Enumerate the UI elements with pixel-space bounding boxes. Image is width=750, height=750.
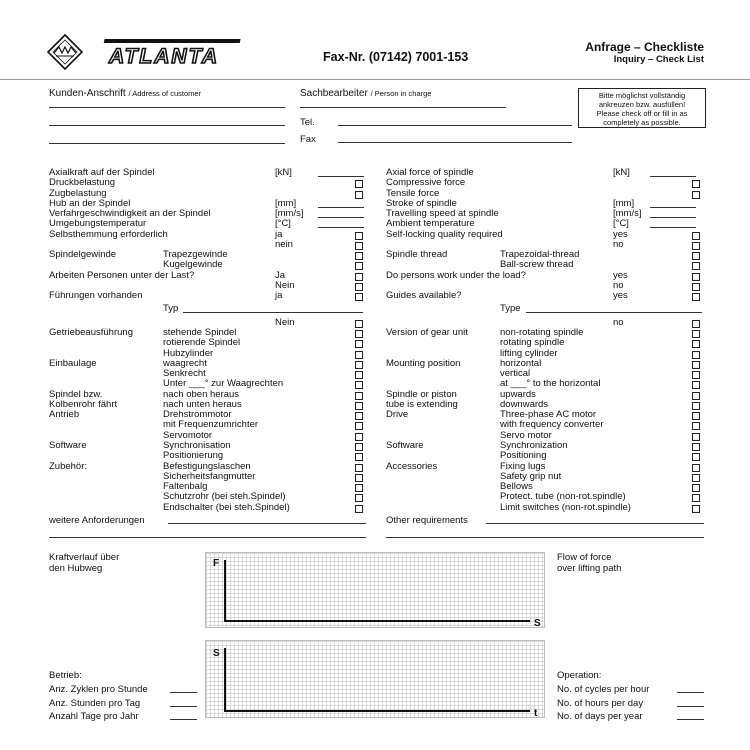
row-21-option-de: nach oben heraus [163,388,240,400]
row-32-checkbox-en[interactable] [692,505,700,513]
row-0-label-en: Axial force of spindle [386,167,474,178]
row-24-checkbox-en[interactable] [692,422,700,430]
row-15-checkbox-en[interactable] [692,330,700,338]
row-6-unit-de: ja [275,228,283,240]
row-28-label-en: Accessories [386,460,438,472]
row-3-input-en[interactable] [650,207,696,208]
row-13-option-de: Typ [163,302,179,314]
row-18-label-de: Einbaulage [49,357,97,369]
row-27-checkbox-en[interactable] [692,453,700,461]
row-30-checkbox-en[interactable] [692,484,700,492]
row-6-checkbox-de[interactable] [355,232,363,240]
address-field-2[interactable] [49,125,285,126]
stroke-y-axis [224,648,226,712]
force-over-stroke-grid[interactable] [205,552,545,628]
fax-field[interactable] [338,142,572,143]
title-english: Inquiry – Check List [613,54,704,65]
tel-label: Tel. [300,117,315,128]
days-per-year-field-en[interactable] [677,719,704,720]
row-4-label-de: Verfahrgeschwindigkeit an der Spindel [49,208,211,220]
row-10-label-en: Do persons work under the load? [386,269,526,281]
row-26-option-en: Synchronization [500,440,568,452]
further-requirements-field-1[interactable] [168,523,366,524]
cycles-per-hour-field-de[interactable] [170,692,197,693]
row-16-checkbox-en[interactable] [692,340,700,348]
svg-text:ATLANTA: ATLANTA [109,45,220,67]
row-3-label-en: Stroke of spindle [386,197,457,209]
row-21-checkbox-en[interactable] [692,392,700,400]
row-6-unit-en: yes [613,228,628,240]
row-25-checkbox-en[interactable] [692,433,700,441]
row-11-unit-de: Nein [275,279,295,291]
row-14-unit-en: no [613,316,624,328]
row-31-checkbox-de[interactable] [355,494,363,502]
row-16-option-de: rotierende Spindel [163,337,241,349]
row-16-option-en: rotating spindle [500,337,565,349]
row-20-option-en: at ___° to the horizontal [500,378,601,390]
row-19-option-de: Senkrecht [163,368,206,380]
row-23-label-de: Antrieb [49,409,80,421]
further-requirements-label: weitere Anforderungen [49,515,145,526]
force-y-axis-label: F [213,558,220,569]
row-5-unit-en: [°C] [613,218,629,230]
row-11-unit-en: no [613,279,624,291]
row-14-checkbox-de[interactable] [355,320,363,328]
row-23-checkbox-en[interactable] [692,412,700,420]
row-26-label-de: Software [49,440,87,452]
other-requirements-field-1[interactable] [486,523,704,524]
row-3-unit-de: [mm] [275,197,297,209]
row-12-label-en: Guides available? [386,290,462,302]
row-5-input-de[interactable] [318,227,364,228]
row-30-option-en: Bellows [500,481,533,493]
row-8-option-de: Trapezgewinde [163,249,228,261]
row-8-checkbox-en[interactable] [692,252,700,260]
row-23-option-en: Three-phase AC motor [500,409,597,421]
days-per-year-field-de[interactable] [170,719,197,720]
row-12-checkbox-de[interactable] [355,293,363,301]
row-0-input-en[interactable] [650,176,696,177]
row-6-label-de: Selbsthemmung erforderlich [49,228,168,240]
row-31-checkbox-en[interactable] [692,494,700,502]
fax-number: Fax-Nr. (07142) 7001-153 [323,50,469,64]
fax-label: Fax [300,134,316,145]
stroke-x-axis [224,710,530,712]
row-4-unit-de: [mm/s] [275,208,304,220]
row-25-option-en: Servo motor [500,429,552,441]
row-18-checkbox-de[interactable] [355,361,363,369]
row-15-checkbox-de[interactable] [355,330,363,338]
stroke-over-time-grid[interactable] [205,640,545,718]
row-17-option-de: Hubzylinder [163,347,214,359]
row-4-input-de[interactable] [318,217,364,218]
row-9-option-en: Ball-screw thread [500,259,574,271]
stroke-y-axis-label: S [213,648,220,659]
row-28-checkbox-en[interactable] [692,464,700,472]
row-24-option-de: mit Frequenzumrichter [163,419,259,431]
row-26-label-en: Software [386,440,424,452]
hours-per-day-field-de[interactable] [170,706,197,707]
row-27-checkbox-de[interactable] [355,453,363,461]
row-21-label-en: Spindle or piston [386,388,457,400]
operation-title-en: Operation: [557,670,602,681]
row-12-checkbox-en[interactable] [692,293,700,301]
force-chart-label-de-2: den Hubweg [49,563,103,574]
row-6-label-en: Self-locking quality required [386,228,503,240]
title-german: Anfrage – Checkliste [585,40,704,54]
header-divider [0,79,750,80]
row-2-checkbox-de[interactable] [355,191,363,199]
row-29-checkbox-de[interactable] [355,474,363,482]
row-15-label-en: Version of gear unit [386,327,468,339]
row-0-unit-de: [kN] [275,167,292,178]
row-4-unit-en: [mm/s] [613,208,642,220]
row-8-option-en: Trapezoidal-thread [500,249,580,261]
row-0-unit-en: [kN] [613,167,630,178]
row-32-option-en: Limit switches (non-rot.spindle) [500,501,631,513]
row-29-option-de: Sicherheitsfangmutter [163,470,256,482]
row-30-checkbox-de[interactable] [355,484,363,492]
row-32-checkbox-de[interactable] [355,505,363,513]
row-7-checkbox-en[interactable] [692,242,700,250]
address-field-1[interactable] [49,107,285,108]
days-per-year-label-de: Anzahl Tage pro Jahr [49,711,139,722]
row-28-checkbox-de[interactable] [355,464,363,472]
row-3-input-de[interactable] [318,207,364,208]
row-3-unit-en: [mm] [613,197,635,209]
row-9-checkbox-de[interactable] [355,262,363,270]
row-1-checkbox-de[interactable] [355,180,363,188]
row-20-checkbox-en[interactable] [692,381,700,389]
row-7-unit-en: no [613,238,624,250]
row-18-label-en: Mounting position [386,357,461,369]
row-12-unit-de: ja [275,290,283,302]
row-22-label-de: Kolbenrohr fährt [49,398,118,410]
row-28-option-de: Befestigungslaschen [163,460,251,472]
row-0-label-de: Axialkraft auf der Spindel [49,167,155,178]
row-22-checkbox-en[interactable] [692,402,700,410]
row-4-label-en: Travelling speed at spindle [386,208,499,220]
cycles-per-hour-label-de: Anz. Zyklen pro Stunde [49,684,148,695]
row-6-checkbox-en[interactable] [692,232,700,240]
row-2-label-de: Zugbelastung [49,187,107,199]
row-7-unit-de: nein [275,238,293,250]
hours-per-day-label-de: Anz. Stunden pro Tag [49,698,141,709]
row-26-checkbox-de[interactable] [355,443,363,451]
row-5-unit-de: [°C] [275,218,291,230]
atlanta-diamond-logo-icon [47,34,83,70]
row-0-input-de[interactable] [318,176,364,177]
row-12-unit-en: yes [613,290,628,302]
row-9-checkbox-en[interactable] [692,262,700,270]
cycles-per-hour-label-en: No. of cycles per hour [557,684,650,695]
row-11-checkbox-de[interactable] [355,283,363,291]
row-13-option-en: Type [500,302,521,314]
force-chart-label-en-1: Flow of force [557,552,612,563]
row-24-checkbox-de[interactable] [355,422,363,430]
row-18-option-en: horizontal [500,357,542,369]
row-8-label-en: Spindle thread [386,249,448,261]
row-5-label-de: Umgebungstemperatur [49,218,147,230]
force-x-axis [224,620,530,622]
fill-in-notice: Bitte möglichst vollständig ankreuzen bzw. ausfüllen! Please check off or fill in as completely as possible. [578,88,706,128]
clerk-label: Sachbearbeiter / Person in charge [300,88,432,99]
row-22-option-de: nach unten heraus [163,398,242,410]
row-17-checkbox-de[interactable] [355,351,363,359]
row-28-label-de: Zubehör: [49,460,88,472]
row-18-checkbox-en[interactable] [692,361,700,369]
row-13-type-input-de[interactable] [183,312,363,313]
row-14-unit-de: Nein [275,316,295,328]
row-17-checkbox-en[interactable] [692,351,700,359]
row-1-checkbox-en[interactable] [692,180,700,188]
row-20-option-de: Unter ___° zur Waagrechten [163,378,284,390]
cycles-per-hour-field-en[interactable] [677,692,704,693]
row-8-checkbox-de[interactable] [355,252,363,260]
row-5-input-en[interactable] [650,227,696,228]
row-13-type-input-en[interactable] [526,312,702,313]
hours-per-day-field-en[interactable] [677,706,704,707]
row-15-option-en: non-rotating spindle [500,327,584,339]
row-15-label-de: Getriebeausführung [49,327,133,339]
row-7-checkbox-de[interactable] [355,242,363,250]
row-31-option-en: Protect. tube (non-rot.spindle) [500,491,626,503]
row-8-label-de: Spindelgewinde [49,249,117,261]
row-27-option-en: Positioning [500,450,547,462]
row-4-input-en[interactable] [650,217,696,218]
hours-per-day-label-en: No. of hours per day [557,698,644,709]
days-per-year-label-en: No. of days per year [557,711,643,722]
atlanta-wordmark-logo [103,37,243,67]
operation-title-de: Betrieb: [49,670,82,681]
row-1-label-en: Compressive force [386,177,466,189]
row-26-checkbox-en[interactable] [692,443,700,451]
row-10-label-de: Arbeiten Personen unter der Last? [49,269,195,281]
row-18-option-de: waagrecht [163,357,207,369]
row-10-checkbox-de[interactable] [355,273,363,281]
row-25-checkbox-de[interactable] [355,433,363,441]
row-14-checkbox-en[interactable] [692,320,700,328]
row-25-option-de: Servomotor [163,429,213,441]
other-requirements-field-2[interactable] [386,537,704,538]
clerk-field[interactable] [300,107,506,108]
row-20-checkbox-de[interactable] [355,381,363,389]
row-21-option-en: upwards [500,388,536,400]
force-y-axis [224,560,226,622]
row-21-label-de: Spindel bzw. [49,388,103,400]
row-16-checkbox-de[interactable] [355,340,363,348]
row-11-checkbox-en[interactable] [692,283,700,291]
row-3-label-de: Hub an der Spindel [49,197,131,209]
row-29-checkbox-en[interactable] [692,474,700,482]
row-2-label-en: Tensile force [386,187,440,199]
row-12-label-de: Führungen vorhanden [49,290,143,302]
stroke-x-axis-label: t [534,708,538,719]
row-17-option-en: lifting cylinder [500,347,558,359]
row-22-option-en: downwards [500,398,549,410]
other-requirements-label: Other requirements [386,515,468,526]
row-10-unit-de: Ja [275,269,286,281]
row-23-label-en: Drive [386,409,409,421]
row-5-label-en: Ambient temperature [386,218,475,230]
row-22-label-en: tube is extending [386,398,458,410]
row-23-option-de: Drehstrommotor [163,409,232,421]
row-29-option-en: Safety grip nut [500,470,562,482]
row-23-checkbox-de[interactable] [355,412,363,420]
row-24-option-en: with frequency converter [500,419,604,431]
row-19-checkbox-en[interactable] [692,371,700,379]
row-28-option-en: Fixing lugs [500,460,546,472]
row-10-checkbox-en[interactable] [692,273,700,281]
row-26-option-de: Synchronisation [163,440,231,452]
row-27-option-de: Positionierung [163,450,224,462]
row-21-checkbox-de[interactable] [355,392,363,400]
tel-field[interactable] [338,125,572,126]
force-chart-label-de-1: Kraftverlauf über [49,552,120,563]
row-31-option-de: Schutzrohr (bei steh.Spindel) [163,491,286,503]
row-1-label-de: Druckbelastung [49,177,116,189]
row-15-option-de: stehende Spindel [163,327,237,339]
row-19-option-en: vertical [500,368,531,380]
row-32-option-de: Endschalter (bei steh.Spindel) [163,501,290,513]
address-label: Kunden-Anschrift / Address of customer [49,88,202,99]
row-2-checkbox-en[interactable] [692,191,700,199]
row-10-unit-en: yes [613,269,628,281]
row-30-option-de: Faltenbalg [163,481,208,493]
row-22-checkbox-de[interactable] [355,402,363,410]
row-9-option-de: Kugelgewinde [163,259,223,271]
force-chart-label-en-2: over lifting path [557,563,622,574]
address-field-3[interactable] [49,143,285,144]
force-x-axis-label: S [534,618,541,629]
further-requirements-field-2[interactable] [49,537,366,538]
row-19-checkbox-de[interactable] [355,371,363,379]
